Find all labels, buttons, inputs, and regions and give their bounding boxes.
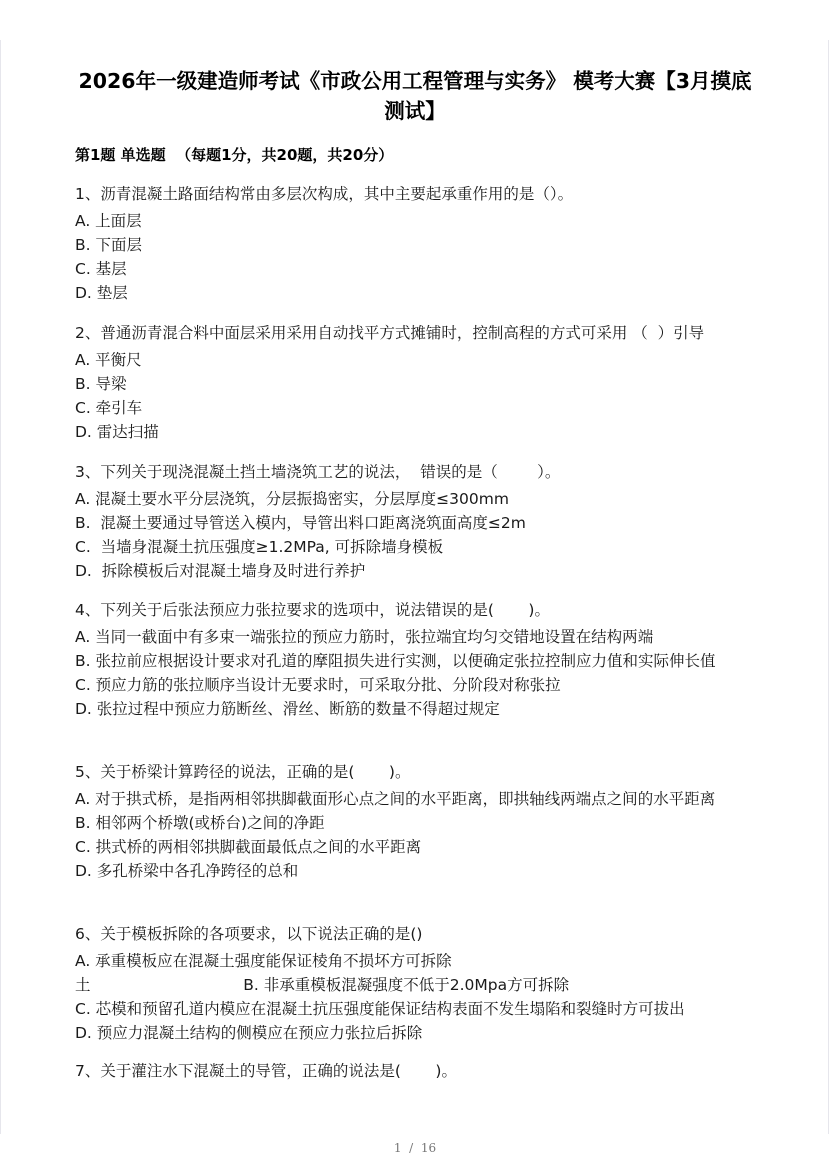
option-c: C. 牵引车 [75, 399, 143, 417]
option-d: D. 张拉过程中预应力筋断丝、滑丝、断筋的数量不得超过规定 [75, 700, 500, 718]
question-stem: 2、普通沥青混合料中面层采用采用自动找平方式摊铺时，控制高程的方式可采用 （ ）引导 [75, 324, 705, 342]
option-b: B. 相邻两个桥墩(或桥台)之间的净距 [75, 814, 325, 832]
option-a: A. 上面层 [75, 212, 142, 230]
question-1 [75, 183, 755, 305]
option-c: C. 芯模和预留孔道内模应在混凝土抗压强度能保证结构表面不发生塌陷和裂缝时方可拔出 [75, 1000, 685, 1018]
question-4 [75, 599, 755, 721]
option-c: C. 拱式桥的两相邻拱脚截面最低点之间的水平距离 [75, 838, 422, 856]
document-title: 2026年一级建造师考试《市政公用工程管理与实务》 模考大赛【3月摸底测试】 [78, 69, 752, 123]
question-stem: 4、下列关于后张法预应力张拉要求的选项中，说法错误的是( )。 [75, 601, 550, 619]
question-2 [75, 322, 755, 444]
option-a: A. 当同一截面中有多束一端张拉的预应力筋时，张拉端宜均匀交错地设置在结构两端 [75, 628, 654, 646]
option-a: A. 承重模板应在混凝土强度能保证棱角不损坏方可拆除 [75, 952, 452, 970]
question-stem: 6、关于模板拆除的各项要求，以下说法正确的是() [75, 925, 423, 943]
option-d: D. 拆除模板后对混凝土墙身及时进行养护 [75, 562, 366, 580]
option-b: B. 导梁 [75, 375, 127, 393]
option-c: C. 当墙身混凝土抗压强度≥1.2MPa, 可拆除墙身模板 [75, 538, 444, 556]
question-5 [75, 761, 755, 883]
option-b: B. 混凝土要通过导管送入模内，导管出料口距离浇筑面高度≤2m [75, 514, 526, 532]
question-7 [75, 1060, 755, 1086]
option-c: C. 预应力筋的张拉顺序当设计无要求时，可采取分批、分阶段对称张拉 [75, 676, 561, 694]
option-d: D. 多孔桥梁中各孔净跨径的总和 [75, 862, 299, 880]
option-d: D. 预应力混凝土结构的侧模应在预应力张拉后拆除 [75, 1024, 423, 1042]
section-heading: 第1题 单选题 （每题1分，共20题，共20分） [75, 146, 394, 164]
question-stem: 3、下列关于现浇混凝土挡土墙浇筑工艺的说法， 错误的是（ ）。 [75, 463, 561, 481]
option-b: 土 B. 非承重模板混凝强度不低于2.0Mpa方可拆除 [75, 976, 570, 994]
option-b: B. 张拉前应根据设计要求对孔道的摩阻损失进行实测，以便确定张拉控制应力值和实际伸长值 [75, 652, 716, 670]
option-d: D. 雷达扫描 [75, 423, 159, 441]
question-stem: 1、沥青混凝土路面结构常由多层次构成，其中主要起承重作用的是（）。 [75, 185, 574, 203]
option-b: B. 下面层 [75, 236, 142, 254]
option-a: A. 平衡尺 [75, 351, 142, 369]
question-3 [75, 461, 755, 583]
option-c: C. 基层 [75, 260, 127, 278]
question-stem: 5、关于桥梁计算跨径的说法，正确的是( )。 [75, 763, 411, 781]
option-d: D. 垫层 [75, 284, 128, 302]
question-stem: 7、关于灌注水下混凝土的导管，正确的说法是( )。 [75, 1062, 457, 1080]
question-6 [75, 923, 755, 1045]
option-a: A. 对于拱式桥，是指两相邻拱脚截面形心点之间的水平距离，即拱轴线两端点之间的水平距离 [75, 790, 716, 808]
page-number: 1 / 16 [393, 1141, 437, 1155]
option-a: A. 混凝土要水平分层浇筑，分层振捣密实，分层厚度≤300mm [75, 490, 509, 508]
